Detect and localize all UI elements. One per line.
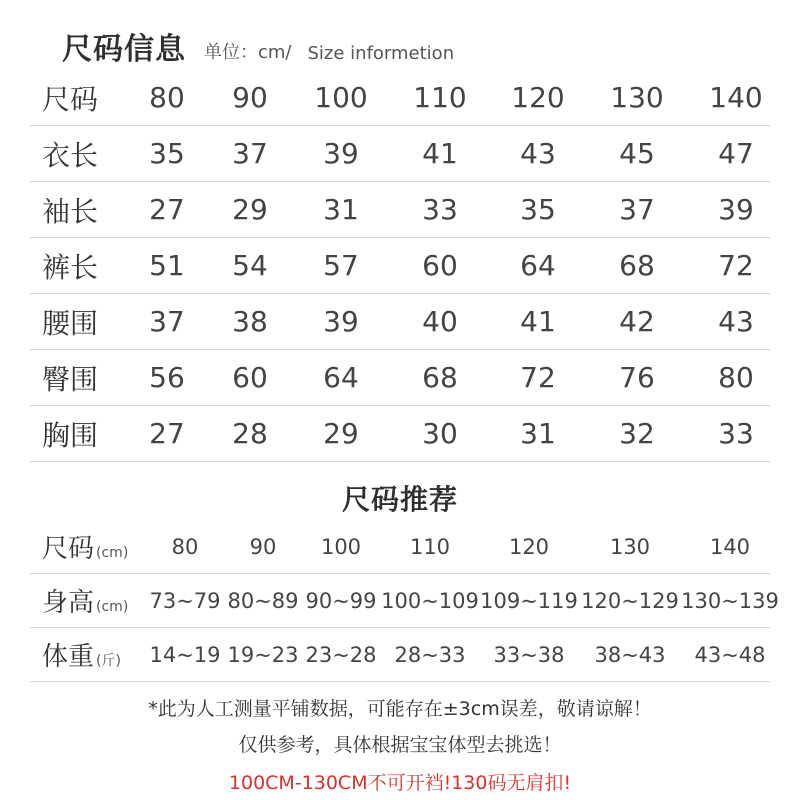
size-cell: 37 bbox=[232, 137, 268, 170]
size-cell: 64 bbox=[520, 249, 556, 282]
recommend-cell: 120~129 bbox=[581, 588, 679, 613]
recommend-cell: 28~33 bbox=[394, 642, 466, 667]
size-cell: 80 bbox=[718, 361, 754, 394]
size-row bbox=[30, 238, 770, 294]
size-cell: 29 bbox=[232, 193, 268, 226]
size-cell: 39 bbox=[718, 193, 754, 226]
unit-label: 单位：cm/ bbox=[204, 42, 292, 63]
row-unit-text: (cm) bbox=[96, 599, 129, 615]
size-cell: 76 bbox=[619, 361, 655, 394]
recommend-cell: 120 bbox=[508, 534, 550, 559]
size-cell: 140 bbox=[709, 81, 763, 114]
disclaimer-note: *此为人工测量平铺数据，可能存在±3cm误差，敬请谅解！ bbox=[148, 698, 652, 720]
row-label-text: 胸围 bbox=[42, 418, 99, 452]
recommend-title: 尺码推荐 bbox=[341, 483, 458, 516]
size-cell: 57 bbox=[323, 249, 359, 282]
size-row bbox=[30, 294, 770, 350]
size-row bbox=[30, 350, 770, 406]
size-cell: 31 bbox=[520, 417, 556, 450]
page-title: 尺码信息 bbox=[62, 32, 186, 67]
size-cell: 60 bbox=[232, 361, 268, 394]
size-cell: 72 bbox=[520, 361, 556, 394]
size-cell: 33 bbox=[422, 193, 458, 226]
size-cell: 28 bbox=[232, 417, 268, 450]
size-cell: 43 bbox=[718, 305, 754, 338]
recommend-cell: 140 bbox=[709, 534, 751, 559]
recommend-row bbox=[30, 574, 779, 628]
size-cell: 47 bbox=[718, 137, 754, 170]
size-cell: 80 bbox=[149, 81, 185, 114]
row-label-text: 身高 bbox=[42, 588, 95, 618]
recommend-cell: 23~28 bbox=[305, 642, 377, 667]
size-cell: 60 bbox=[422, 249, 458, 282]
recommend-cell: 19~23 bbox=[227, 642, 299, 667]
recommend-cell: 90 bbox=[249, 534, 277, 559]
size-cell: 41 bbox=[520, 305, 556, 338]
size-cell: 39 bbox=[323, 137, 359, 170]
size-cell: 37 bbox=[149, 305, 185, 338]
size-cell: 51 bbox=[149, 249, 185, 282]
size-cell: 90 bbox=[232, 81, 268, 114]
size-cell: 39 bbox=[323, 305, 359, 338]
recommend-row bbox=[30, 520, 770, 574]
size-cell: 130 bbox=[610, 81, 664, 114]
size-cell: 30 bbox=[422, 417, 458, 450]
size-row bbox=[30, 406, 770, 462]
recommend-cell: 80~89 bbox=[227, 588, 299, 613]
size-cell: 54 bbox=[232, 249, 268, 282]
size-cell: 45 bbox=[619, 137, 655, 170]
recommend-table bbox=[30, 520, 779, 682]
size-cell: 27 bbox=[149, 417, 185, 450]
size-cell: 42 bbox=[619, 305, 655, 338]
recommend-cell: 43~48 bbox=[694, 642, 766, 667]
row-label-text: 腰围 bbox=[42, 306, 99, 340]
recommend-cell: 73~79 bbox=[149, 588, 221, 613]
recommend-cell: 109~119 bbox=[480, 588, 578, 613]
size-cell: 32 bbox=[619, 417, 655, 450]
row-label-text: 体重 bbox=[42, 642, 95, 672]
size-cell: 41 bbox=[422, 137, 458, 170]
size-cell: 68 bbox=[422, 361, 458, 394]
recommend-cell: 90~99 bbox=[305, 588, 377, 613]
row-label-text: 袖长 bbox=[42, 194, 99, 228]
recommend-cell: 33~38 bbox=[493, 642, 565, 667]
size-cell: 68 bbox=[619, 249, 655, 282]
size-cell: 43 bbox=[520, 137, 556, 170]
size-cell: 72 bbox=[718, 249, 754, 282]
size-info-header bbox=[62, 22, 454, 68]
recommend-cell: 38~43 bbox=[594, 642, 666, 667]
size-cell: 31 bbox=[323, 193, 359, 226]
reference-note: 仅供参考，具体根据宝宝体型去挑选！ bbox=[238, 734, 562, 756]
row-label-text: 尺码 bbox=[42, 534, 95, 564]
recommend-cell: 80 bbox=[171, 534, 199, 559]
size-cell: 35 bbox=[520, 193, 556, 226]
size-row bbox=[30, 70, 770, 126]
row-unit-text: (cm) bbox=[96, 545, 129, 561]
row-label-text: 裤长 bbox=[42, 250, 99, 284]
recommend-row bbox=[30, 628, 770, 682]
size-table bbox=[30, 70, 770, 462]
recommend-cell: 100~109 bbox=[381, 588, 479, 613]
row-label-text: 尺码 bbox=[42, 82, 99, 116]
recommend-cell: 110 bbox=[409, 534, 451, 559]
row-unit-text: (斤) bbox=[96, 653, 121, 669]
recommend-cell: 14~19 bbox=[149, 642, 221, 667]
size-cell: 110 bbox=[413, 81, 467, 114]
row-label-text: 臀围 bbox=[42, 362, 99, 396]
size-cell: 56 bbox=[149, 361, 185, 394]
size-cell: 35 bbox=[149, 137, 185, 170]
size-cell: 38 bbox=[232, 305, 268, 338]
size-row bbox=[30, 182, 770, 238]
recommend-cell: 130~139 bbox=[681, 588, 779, 613]
warning-note: 100CM-130CM不可开裆!130码无肩扣! bbox=[228, 772, 572, 794]
size-cell: 27 bbox=[149, 193, 185, 226]
size-cell: 40 bbox=[422, 305, 458, 338]
english-subtitle: Size informetion bbox=[307, 43, 455, 64]
size-row bbox=[30, 126, 770, 182]
recommend-cell: 100 bbox=[320, 534, 362, 559]
size-cell: 29 bbox=[323, 417, 359, 450]
size-cell: 37 bbox=[619, 193, 655, 226]
recommend-cell: 130 bbox=[609, 534, 651, 559]
size-cell: 120 bbox=[511, 81, 565, 114]
size-cell: 64 bbox=[323, 361, 359, 394]
row-label-text: 衣长 bbox=[42, 138, 99, 172]
size-cell: 100 bbox=[314, 81, 368, 114]
size-cell: 33 bbox=[718, 417, 754, 450]
